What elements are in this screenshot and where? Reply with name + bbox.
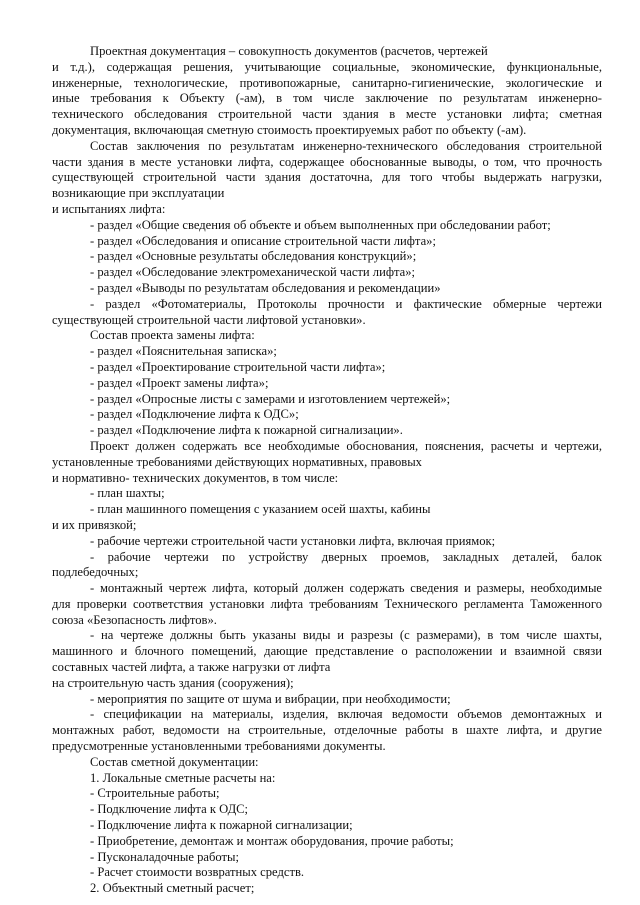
document-body [52,44,602,897]
text-line: технического обследования строительной части здания в месте установки лифта; сметная [52,107,602,122]
text-line: - раздел «Проект замены лифта»; [90,375,269,390]
text-line: - рабочие чертежи строительной части установки лифта, включая приямок; [90,533,496,548]
text-line: Проектная документация – совокупность документов (расчетов, чертежей [90,44,488,58]
text-line: возникающие при эксплуатации [52,186,225,201]
text-line: подлебедочных; [52,565,139,580]
text-line: и т.д.), содержащая решения, учитывающие социальные, экономические, функциональные, [52,59,602,74]
text-line: - мероприятия по защите от шума и вибрации, при необходимости; [90,691,451,706]
text-line: - раздел «Выводы по результатам обследования и рекомендации» [90,280,441,295]
text-line: монтажных работ, ведомости на строительные, отделочные работы в шахте лифта, и другие [52,723,602,738]
text-line: - раздел «Основные результаты обследования конструкций»; [90,249,417,264]
text-line: союза «Безопасность лифтов». [52,612,217,627]
text-line: - Пусконаладочные работы; [90,849,239,864]
text-line: Проект должен содержать все необходимые обоснования, пояснения, расчеты и чертежи, [90,438,602,453]
text-line: машинного и блочного помещений, дающие представление о расположении и взаимной связи [52,644,602,659]
text-line: - на чертеже должны быть указаны виды и разрезы (с размерами), в том числе шахты, [90,628,602,643]
text-line: существующей строительной части лифтовой установки». [52,312,366,327]
text-line: части здания в месте установки лифта, содержащее обоснованные выводы, о том, что прочность [52,154,602,169]
text-line: - раздел «Обследования и описание строительной части лифта»; [90,233,436,248]
text-line: - раздел «Проектирование строительной части лифта»; [90,359,386,374]
text-line: инженерные, технологические, противопожарные, санитарно-гигиенические, экологические и [52,75,602,90]
text-line: - раздел «Общие сведения об объекте и объем выполненных при обследовании работ; [90,217,551,232]
text-line: - раздел «Подключение лифта к пожарной сигнализации». [90,423,403,438]
text-line: для проверки соответствия установки лифта требованиям Технического регламента Таможенного [52,596,602,611]
text-line: и испытаниях лифта: [52,201,166,216]
text-line: - монтажный чертеж лифта, который должен содержать сведения и размеры, необходимые [90,581,602,596]
text-line: - план машинного помещения с указанием осей шахты, кабины [90,502,431,517]
text-line: иные требования к Объекту (-ам), в том числе заключение по результатам инженерно- [52,91,602,106]
text-line: и нормативно- технических документов, в том числе: [52,470,339,485]
text-line: - раздел «Опросные листы с замерами и изготовлением чертежей»; [90,391,451,406]
text-line: - план шахты; [90,486,165,501]
text-line: - Приобретение, демонтаж и монтаж оборудования, прочие работы; [90,833,454,848]
text-line: составных частей лифта, а также нагрузки от лифта [52,660,331,675]
text-line: 1. Локальные сметные расчеты на: [90,770,276,785]
text-line: - рабочие чертежи по устройству дверных проемов, закладных деталей, балок [90,549,602,564]
text-line: установленные требованиями действующих нормативных, правовых [52,454,422,469]
text-line: и их привязкой; [52,517,137,532]
text-line: - раздел «Обследование электромеханической части лифта»; [90,265,416,280]
text-line: - раздел «Фотоматериалы, Протоколы прочности и фактические обмерные чертежи [90,296,602,311]
text-line: существующей строительной части здания достаточна, для того чтобы выдержать нагрузки, [52,170,602,185]
text-line: на строительную часть здания (сооружения); [52,675,294,690]
text-line: - Строительные работы; [90,786,220,801]
text-line: - Подключение лифта к пожарной сигнализации; [90,818,353,833]
text-line: - раздел «Подключение лифта к ОДС»; [90,407,299,422]
text-line: - Расчет стоимости возвратных средств. [90,865,305,880]
text-line: 2. Объектный сметный расчет; [90,881,255,896]
text-line: Состав сметной документации: [90,754,259,769]
text-line: документация, включающая сметную стоимость проектируемых работ по объекту (-ам). [52,122,527,137]
text-line: - спецификации на материалы, изделия, включая ведомости объемов демонтажных и [90,707,602,722]
text-line: Состав проекта замены лифта: [90,328,255,343]
text-line: - раздел «Пояснительная записка»; [90,344,277,359]
text-line: предусмотренные установленными требованиями документы. [52,739,386,754]
text-line: Состав заключения по результатам инженерно-технического обследования строительной [90,138,602,153]
text-line: - Подключение лифта к ОДС; [90,802,249,817]
